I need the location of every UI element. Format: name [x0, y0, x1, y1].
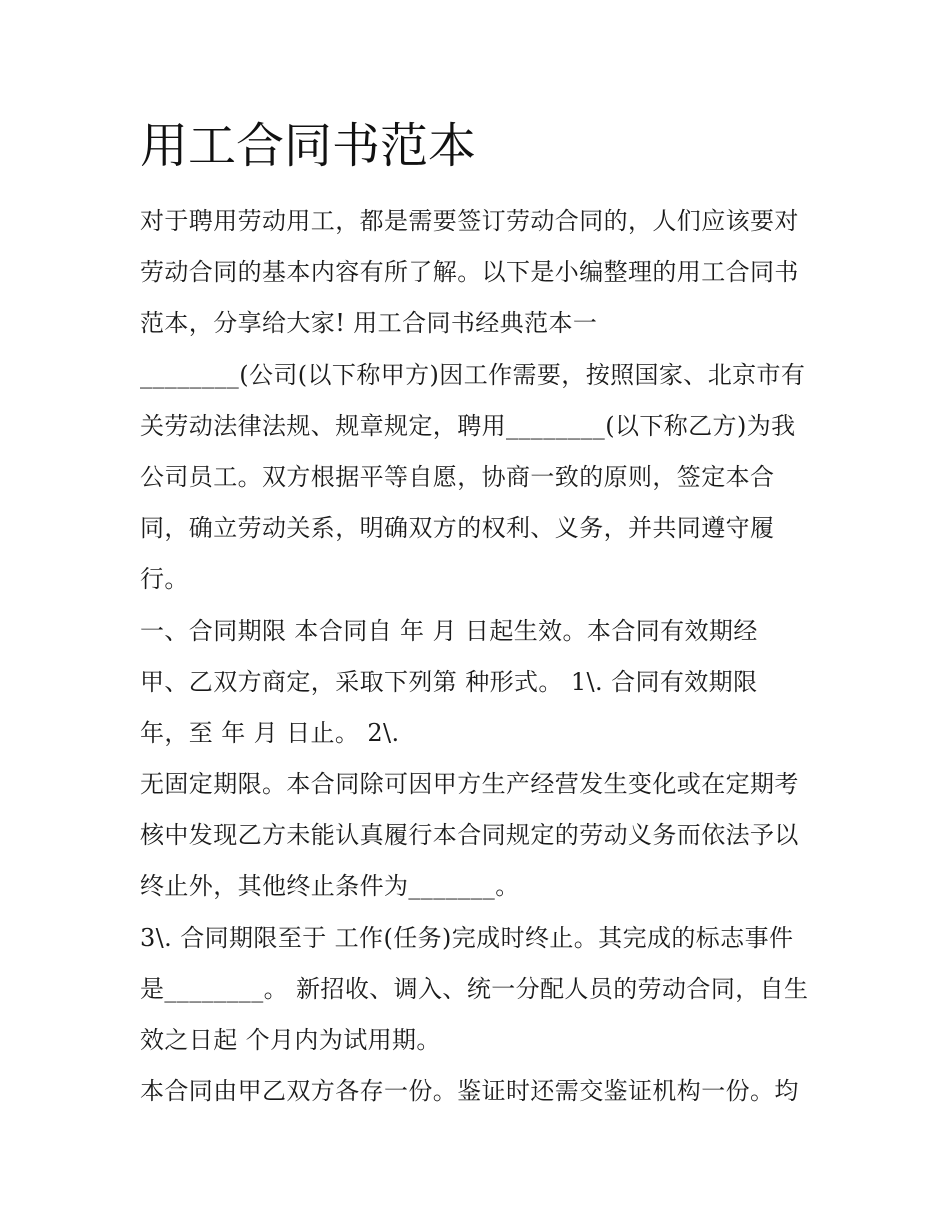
body-line: 核中发现乙方未能认真履行本合同规定的劳动义务而依法予以	[140, 821, 799, 850]
body-line: 终止外，其他终止条件为_______。	[140, 872, 520, 901]
body-line: 3\. 合同期限至于 工作(任务)完成时终止。其完成的标志事件	[140, 923, 794, 952]
body-line: ________(公司(以下称甲方)因工作需要，按照国家、北京市有	[140, 360, 806, 389]
body-line: 同，确立劳动关系，明确双方的权利、义务，并共同遵守履	[140, 514, 775, 543]
body-line: 劳动合同的基本内容有所了解。以下是小编整理的用工合同书	[140, 258, 799, 287]
body-line: 本合同由甲乙双方各存一份。鉴证时还需交鉴证机构一份。均	[140, 1077, 799, 1106]
body-line: 行。	[140, 565, 189, 594]
body-line: 关劳动法律法规、规章规定，聘用________(以下称乙方)为我	[140, 411, 796, 440]
body-line: 一、合同期限 本合同自 年 月 日起生效。本合同有效期经	[140, 616, 758, 645]
document-title: 用工合同书范本	[140, 118, 477, 174]
body-line: 效之日起 个月内为试用期。	[140, 1026, 441, 1054]
body-line: 年，至 年 月 日止。 2\.	[140, 718, 400, 747]
body-line: 是________。 新招收、调入、统一分配人员的劳动合同，自生	[140, 974, 809, 1003]
body-line: 甲、乙双方商定，采取下列第 种形式。 1\. 合同有效期限	[140, 667, 758, 696]
body-line: 无固定期限。本合同除可因甲方生产经营发生变化或在定期考	[140, 770, 799, 799]
body-line: 对于聘用劳动用工，都是需要签订劳动合同的，人们应该要对	[140, 207, 799, 235]
body-line: 公司员工。双方根据平等自愿，协商一致的原则，签定本合	[140, 462, 775, 491]
body-line: 范本，分享给大家! 用工合同书经典范本一	[140, 309, 598, 338]
document-body	[140, 196, 840, 1117]
